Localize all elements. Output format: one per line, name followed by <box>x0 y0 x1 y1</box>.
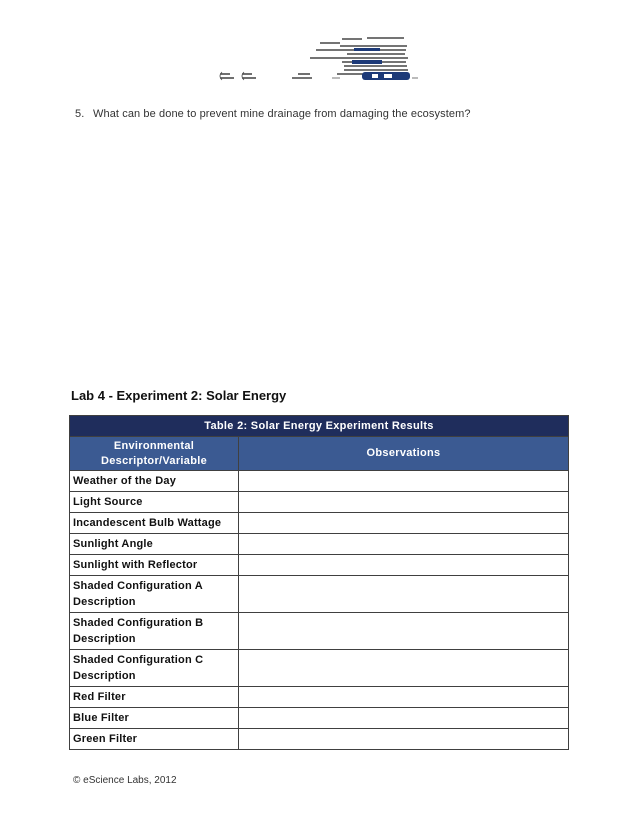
column-header-observations: Observations <box>239 437 569 471</box>
table-caption-row <box>70 416 569 437</box>
row-label: Incandescent Bulb Wattage <box>70 513 239 534</box>
table-row <box>70 687 569 708</box>
question-text: What can be done to prevent mine drainage from damaging the ecosystem? <box>93 108 471 120</box>
row-label: Shaded Configuration C Description <box>70 650 239 687</box>
copyright-footer: © eScience Labs, 2012 <box>73 775 177 786</box>
observation-cell[interactable] <box>239 534 569 555</box>
observation-cell[interactable] <box>239 613 569 650</box>
observation-cell[interactable] <box>239 576 569 613</box>
table-header-row <box>70 437 569 471</box>
lab-heading: Lab 4 - Experiment 2: Solar Energy <box>71 388 287 403</box>
table-row <box>70 576 569 613</box>
observation-cell[interactable] <box>239 708 569 729</box>
table-row <box>70 650 569 687</box>
observation-cell[interactable] <box>239 513 569 534</box>
table-row <box>70 729 569 750</box>
observation-cell[interactable] <box>239 650 569 687</box>
row-label: Green Filter <box>70 729 239 750</box>
row-label: Sunlight Angle <box>70 534 239 555</box>
column-header-descriptor-line: Descriptor/Variable <box>101 454 207 467</box>
table-row <box>70 613 569 650</box>
observation-cell[interactable] <box>239 555 569 576</box>
question-number: 5. <box>75 108 85 120</box>
column-header-descriptor <box>70 437 239 471</box>
table-row <box>70 534 569 555</box>
observation-cell[interactable] <box>239 492 569 513</box>
row-label: Shaded Configuration A Description <box>70 576 239 613</box>
row-label: Shaded Configuration B Description <box>70 613 239 650</box>
table-row <box>70 708 569 729</box>
row-label: Red Filter <box>70 687 239 708</box>
row-label: Blue Filter <box>70 708 239 729</box>
table-row <box>70 555 569 576</box>
row-label: Sunlight with Reflector <box>70 555 239 576</box>
table-row <box>70 492 569 513</box>
solar-energy-results-table <box>69 415 569 750</box>
observation-cell[interactable] <box>239 729 569 750</box>
table-row <box>70 513 569 534</box>
column-header-descriptor-line: Environmental <box>113 439 195 452</box>
scan-artifact-graphic <box>212 34 422 84</box>
row-label: Weather of the Day <box>70 471 239 492</box>
observation-cell[interactable] <box>239 471 569 492</box>
question-5 <box>75 108 471 120</box>
table-row <box>70 471 569 492</box>
row-label: Light Source <box>70 492 239 513</box>
observation-cell[interactable] <box>239 687 569 708</box>
table-caption: Table 2: Solar Energy Experiment Results <box>70 416 569 437</box>
